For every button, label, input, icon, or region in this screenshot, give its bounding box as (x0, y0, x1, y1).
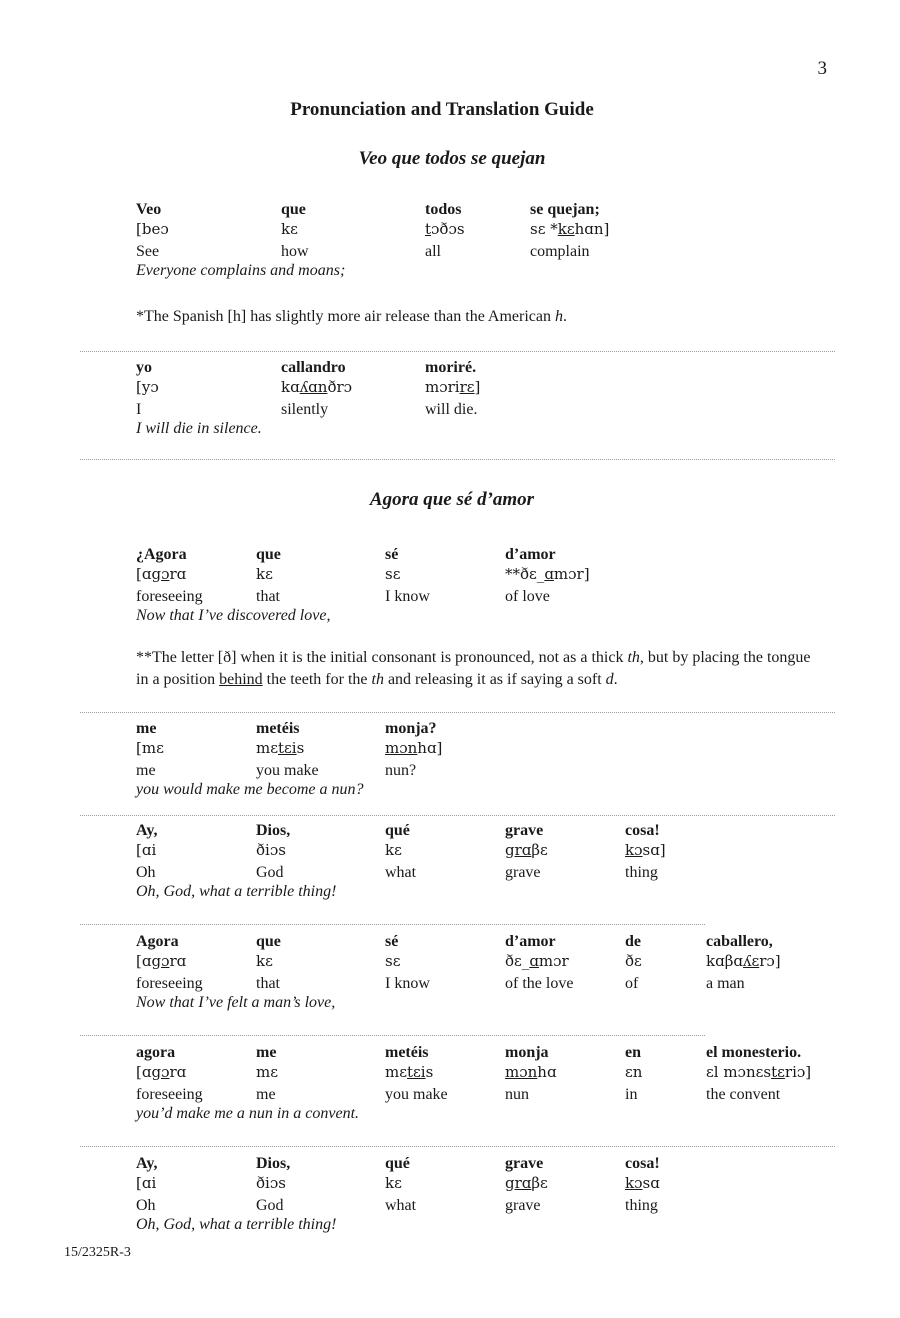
divider (80, 1035, 705, 1036)
ipa-transcription: **ðɛ_ɑmɔr] (505, 565, 590, 583)
line-translation: Oh, God, what a terrible thing! (136, 1216, 337, 1233)
literal-gloss: Oh (136, 864, 156, 881)
song-title: Veo que todos se quejan (358, 148, 546, 169)
spanish-word: moriré. (425, 359, 477, 376)
spanish-word: Veo (136, 201, 162, 218)
spanish-word: que (256, 546, 281, 563)
ipa-transcription: [ɑi (136, 841, 157, 859)
literal-gloss: you make (385, 1086, 448, 1103)
ipa-transcription: kɑʎɑnðrɔ (281, 378, 353, 396)
footer-code: 15/2325R-3 (64, 1245, 131, 1260)
literal-gloss: God (256, 1197, 284, 1214)
song-title: Agora que sé d’amor (369, 489, 535, 510)
ipa-transcription: mɛtɛis (385, 1063, 434, 1081)
ipa-transcription: sɛ *kɛhɑn] (530, 220, 610, 238)
spanish-word: Ay, (136, 822, 158, 839)
spanish-word: el monesterio. (706, 1044, 802, 1061)
ipa-transcription: ðɛ (625, 952, 642, 970)
ipa-transcription: grɑβɛ (505, 841, 548, 859)
literal-gloss: complain (530, 243, 590, 260)
literal-gloss: See (136, 243, 160, 260)
ipa-transcription: kɔsɑ] (625, 841, 666, 859)
pronunciation-note: *The Spanish [h] has slightly more air release than the American h. (136, 308, 567, 325)
literal-gloss: how (281, 243, 309, 260)
spanish-word: Agora (136, 933, 179, 950)
spanish-word: me (256, 1044, 277, 1061)
literal-gloss: silently (281, 401, 329, 418)
line-translation: I will die in silence. (136, 420, 262, 437)
ipa-transcription: sɛ (385, 565, 401, 583)
literal-gloss: will die. (425, 401, 478, 418)
divider (80, 351, 835, 352)
divider (80, 1146, 835, 1147)
line-translation: you’d make me a nun in a convent. (136, 1105, 360, 1122)
spanish-word: todos (425, 201, 462, 218)
ipa-transcription: kɑβɑʎɛrɔ] (706, 952, 781, 970)
spanish-word: que (256, 933, 281, 950)
literal-gloss: me (136, 762, 156, 779)
ipa-transcription: [yɔ (136, 378, 159, 396)
literal-gloss: Oh (136, 1197, 156, 1214)
divider (80, 712, 835, 713)
ipa-transcription: tɔðɔs (425, 220, 465, 238)
literal-gloss: grave (505, 1197, 541, 1214)
spanish-word: se quejan; (530, 201, 600, 218)
line-translation: Now that I’ve felt a man’s love, (136, 994, 336, 1011)
literal-gloss: the convent (706, 1086, 781, 1103)
spanish-word: cosa! (625, 822, 660, 839)
ipa-transcription: mɛtɛis (256, 739, 305, 757)
ipa-transcription: mɔnhɑ (505, 1063, 557, 1081)
spanish-word: agora (136, 1044, 176, 1061)
spanish-word: cosa! (625, 1155, 660, 1172)
ipa-transcription: [ɑi (136, 1174, 157, 1192)
ipa-transcription: kɛ (256, 952, 273, 970)
literal-gloss: grave (505, 864, 541, 881)
ipa-transcription: mɔrirɛ] (425, 378, 481, 396)
ipa-transcription: kɛ (256, 565, 273, 583)
ipa-transcription: ðɛ_ɑmɔr (505, 952, 569, 970)
spanish-word: me (136, 720, 157, 737)
ipa-transcription: ðiɔs (256, 1174, 286, 1192)
divider (80, 459, 835, 460)
spanish-word: ¿Agora (136, 546, 187, 563)
ipa-transcription: ðiɔs (256, 841, 286, 859)
literal-gloss: that (256, 588, 280, 605)
spanish-word: de (625, 933, 641, 950)
literal-gloss: me (256, 1086, 276, 1103)
literal-gloss: of the love (505, 975, 574, 992)
spanish-word: d’amor (505, 933, 556, 950)
ipa-transcription: ɛn (625, 1063, 643, 1081)
line-translation: you would make me become a nun? (136, 781, 364, 798)
ipa-transcription: [ɑgɔrɑ (136, 952, 187, 970)
line-translation: Everyone complains and moans; (136, 262, 346, 279)
literal-gloss: in (625, 1086, 638, 1103)
spanish-word: sé (385, 546, 399, 563)
literal-gloss: foreseeing (136, 975, 203, 992)
spanish-word: grave (505, 1155, 544, 1172)
literal-gloss: foreseeing (136, 588, 203, 605)
literal-gloss: all (425, 243, 441, 260)
literal-gloss: you make (256, 762, 319, 779)
spanish-word: en (625, 1044, 641, 1061)
divider (80, 815, 835, 816)
ipa-transcription: mɔnhɑ] (385, 739, 443, 757)
spanish-word: Ay, (136, 1155, 158, 1172)
spanish-word: metéis (385, 1044, 429, 1061)
ipa-transcription: kɛ (385, 1174, 402, 1192)
spanish-word: qué (385, 1155, 410, 1172)
spanish-word: metéis (256, 720, 300, 737)
line-translation: Oh, God, what a terrible thing! (136, 883, 337, 900)
literal-gloss: thing (625, 864, 658, 881)
spanish-word: Dios, (256, 1155, 291, 1172)
literal-gloss: I know (385, 588, 430, 605)
spanish-word: sé (385, 933, 399, 950)
literal-gloss: thing (625, 1197, 658, 1214)
spanish-word: monja (505, 1044, 549, 1061)
ipa-transcription: kɔsɑ (625, 1174, 660, 1192)
literal-gloss: nun (505, 1086, 529, 1103)
literal-gloss: what (385, 864, 417, 881)
spanish-word: que (281, 201, 306, 218)
spanish-word: d’amor (505, 546, 556, 563)
literal-gloss: I know (385, 975, 430, 992)
page-title: Pronunciation and Translation Guide (290, 99, 594, 120)
ipa-transcription: sɛ (385, 952, 401, 970)
literal-gloss: I (136, 401, 142, 418)
literal-gloss: nun? (385, 762, 417, 779)
literal-gloss: what (385, 1197, 417, 1214)
ipa-transcription: [mɛ (136, 739, 164, 757)
ipa-transcription: [ɑgɔrɑ (136, 1063, 187, 1081)
line-translation: Now that I’ve discovered love, (136, 607, 331, 624)
literal-gloss: foreseeing (136, 1086, 203, 1103)
spanish-word: yo (136, 359, 152, 376)
spanish-word: Dios, (256, 822, 291, 839)
ipa-transcription: ɛl mɔnɛstɛriɔ] (706, 1063, 812, 1081)
pronunciation-note: **The letter [ð] when it is the initial consonant is pronounced, not as a thick th, but by placing the tongue in a position behind the teeth for the th and releasing it as if saying a soft d. (136, 649, 811, 688)
spanish-word: grave (505, 822, 544, 839)
literal-gloss: of love (505, 588, 550, 605)
ipa-transcription: [beɔ (136, 220, 169, 238)
spanish-word: monja? (385, 720, 437, 737)
literal-gloss: of (625, 975, 639, 992)
ipa-transcription: kɛ (385, 841, 402, 859)
spanish-word: qué (385, 822, 410, 839)
ipa-transcription: kɛ (281, 220, 298, 238)
literal-gloss: that (256, 975, 280, 992)
spanish-word: caballero, (706, 933, 773, 950)
literal-gloss: a man (706, 975, 745, 992)
spanish-word: callandro (281, 359, 346, 376)
literal-gloss: God (256, 864, 284, 881)
ipa-transcription: grɑβɛ (505, 1174, 548, 1192)
ipa-transcription: mɛ (256, 1063, 278, 1081)
divider (80, 924, 705, 925)
page-number: 3 (817, 58, 827, 79)
ipa-transcription: [ɑgɔrɑ (136, 565, 187, 583)
